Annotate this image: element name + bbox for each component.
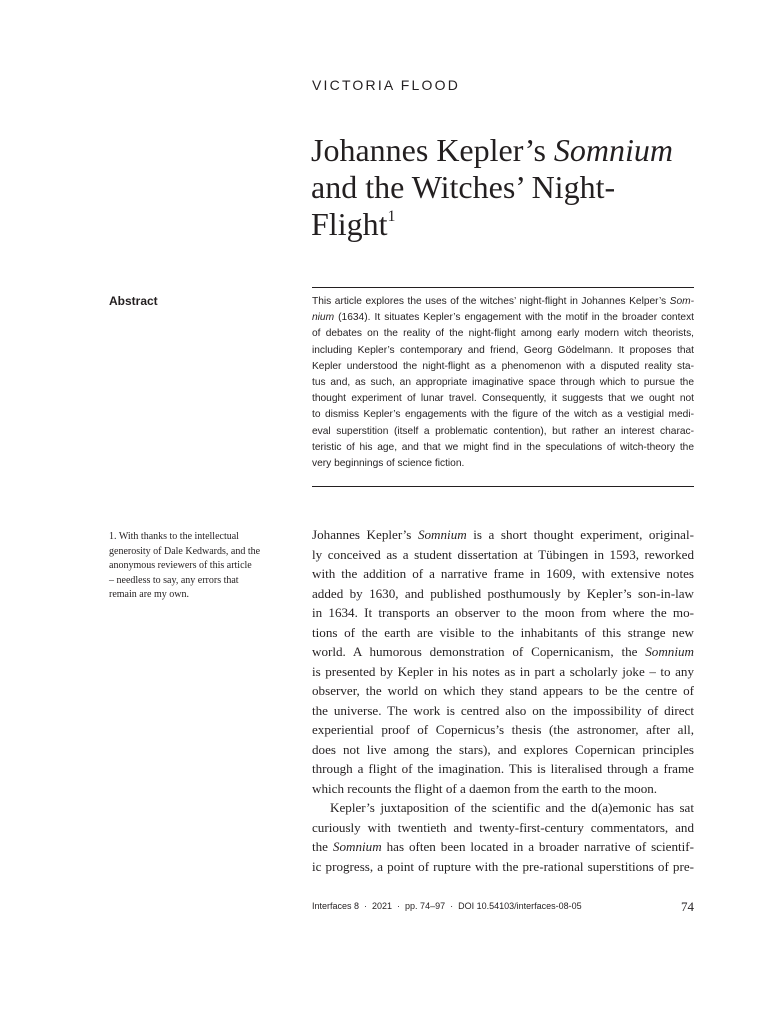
abstract-line: eval superstition (itself a problematic contention), but rather an interest charac- <box>312 425 694 437</box>
abstract-line: tus and, as such, an appropriate imaginative space through which to pursue the <box>312 377 694 389</box>
body-line: is presented by Kepler in his notes as in part a scholarly joke – to any <box>312 663 694 679</box>
footnote-line: generosity of Dale Kedwards, and the <box>109 545 261 557</box>
author-name: VICTORIA FLOOD <box>312 77 461 93</box>
abstract-line: including Kepler’s contemporary and friend, Georg Gödelmann. It proposes that <box>312 344 694 356</box>
body-text <box>312 525 694 876</box>
body-line: through a flight of the imagination. This is literalised through a frame <box>312 761 694 776</box>
title-line-1 <box>311 132 673 168</box>
body-line: Johannes Kepler’s Somnium is a short thought experiment, original- <box>312 527 694 542</box>
body-line: which recounts the flight of a daemon from the earth to the moon. <box>312 780 658 796</box>
title-footnote-marker[interactable]: 1 <box>387 208 396 225</box>
page-number: 74 <box>681 899 694 914</box>
abstract-line: thought experiment of lunar travel. Consequently, it suggests that we ought not <box>312 393 694 405</box>
abstract-line: of debates on the reality of the night-flight among early modern witch theorists, <box>312 328 694 340</box>
body-line: tions of the earth are visible to the inhabitants of this strange new <box>312 624 694 640</box>
title-line-2: and the Witches’ Night- <box>311 169 616 205</box>
body-line: experiential proof of Copernicus’s thesis (the astronomer, after all, <box>312 722 694 737</box>
body-line: ic progress, a point of rupture with the pre-rational superstitions of pre- <box>312 858 694 874</box>
abstract-top-rule <box>312 287 694 288</box>
body-line: with the addition of a narrative frame in 1609, with extensive notes <box>312 566 694 581</box>
footnote <box>109 530 285 603</box>
abstract-line: This article explores the uses of the witches’ night-flight in Johannes Kelper’s Som- <box>312 296 694 307</box>
body-line: in 1634. It transports an observer to the moon from where the mo- <box>312 605 694 620</box>
abstract-label: Abstract <box>109 294 158 308</box>
body-line: added by 1630, and published posthumously by Kepler’s son-in-law <box>312 585 694 601</box>
abstract-body <box>312 294 694 472</box>
body-line: the universe. The work is centred also on the impossibility of direct <box>312 702 694 718</box>
body-line: does not live among the stars), and explores Copernican principles <box>312 741 694 757</box>
article-title <box>311 132 731 243</box>
title-text-a: Johannes Kepler’s <box>311 132 554 168</box>
abstract-line: to dismiss Kepler’s engagements with the figure of the witch as a vestigial medi- <box>312 409 694 421</box>
abstract-line: very beginnings of science fiction. <box>312 458 465 470</box>
footnote-line: – needless to say, any errors that <box>109 574 239 586</box>
footnote-line: anonymous reviewers of this article <box>109 560 252 571</box>
body-line: ly conceived as a student dissertation at Tübingen in 1593, reworked <box>312 546 694 562</box>
body-line: curiously with twentieth and twenty-first-century commentators, and <box>312 819 694 835</box>
title-text-c: Flight <box>311 206 388 242</box>
abstract-line: teristic of his age, and that we might find in the speculations of witch-theory the <box>312 441 694 453</box>
title-italic-somnium: Somnium <box>553 132 674 168</box>
abstract-line: Kepler understood the night-flight as a phenomenon with a disputed reality sta- <box>312 360 694 372</box>
footnote-line: 1. With thanks to the intellectual <box>109 531 239 542</box>
body-line: the Somnium has often been located in a broader narrative of scientif- <box>312 839 694 854</box>
body-line: observer, the world on which they stand appears to be the centre of <box>312 683 694 698</box>
title-line-3 <box>311 206 395 242</box>
abstract-line: nium (1634). It situates Kepler’s engagement with the motif in the broader context <box>312 312 694 324</box>
running-footer: Interfaces 8 · 2021 · pp. 74–97 · DOI 10.54103/interfaces-08-05 <box>312 901 582 911</box>
body-line: Kepler’s juxtaposition of the scientific and the d(a)emonic has sat <box>330 800 694 815</box>
footnote-line: remain are my own. <box>109 589 189 600</box>
body-line: world. A humorous demonstration of Copernicanism, the Somnium <box>312 644 694 659</box>
abstract-bottom-rule <box>312 486 694 487</box>
